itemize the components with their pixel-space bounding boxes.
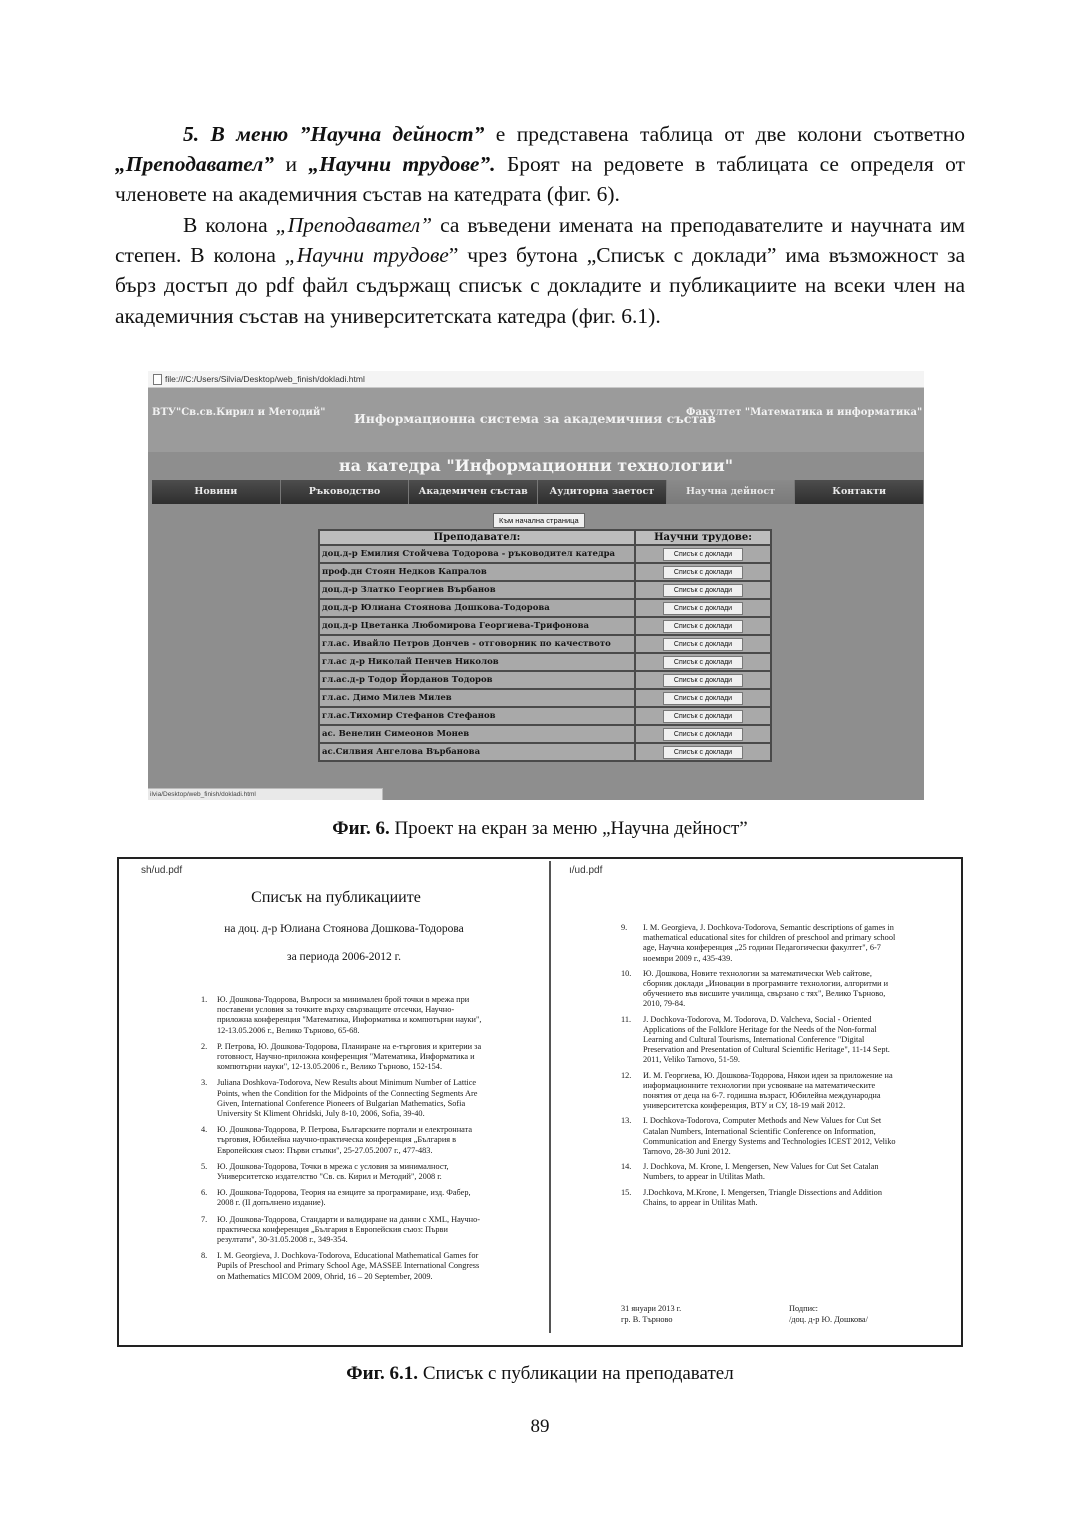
publication-text: Ю. Дошкова-Тодорова, Теория на езиците за програмиране, изд. Фабер, 2008 г. (II допълнено издание).	[217, 1188, 471, 1208]
staff-table	[318, 529, 772, 762]
publication-number: 2.	[201, 1041, 208, 1051]
signature-block	[789, 1303, 868, 1325]
staff-row	[319, 617, 771, 635]
staff-row	[319, 725, 771, 743]
paragraph-1-text-a: е представена таблица от две колони съответно	[484, 122, 965, 146]
publication-text: Ю. Дошкова-Тодорова, Стандарти и валидиране на данни с XML, Научно-практическа конференция „България в Европейския съюз: Първи резултати", 30-31.05.2008 г., 349-354.	[217, 1214, 481, 1245]
publication-text: Ю. Дошкова-Тодорова, Точки в мрежа с условия за минималност, Университетско издателство "Св. св. Кирил и Методий", 2008 г.	[217, 1161, 449, 1182]
publications-list-button[interactable]: Списък с доклади	[663, 584, 743, 597]
staff-works-cell	[635, 653, 771, 671]
department-title: на катедра "Информационни технологии"	[338, 456, 734, 475]
column-works-term: „Научни трудове”.	[308, 152, 496, 177]
publication-text: I. M. Georgieva, J. Dochkova-Todorova, Semantic descriptions of games in mathematical educational sites for children of preschool and primary school age, Научна конференция „25 години Педагогически факултет", 6-7 ноември 2009 г., 435-439.	[643, 923, 896, 963]
figure-6-caption	[0, 818, 1080, 840]
place-line: гр. В. Търново	[621, 1315, 673, 1324]
publication-text: J. Dochkova-Todorova, M. Todorova, D. Valcheva, Social - Oriented Applications of the Folklore Heritage for the Needs of the Non-formal Learning and Cultural Tourisms, International Conference "Digital Preservation and Presentation of Cultural Scientific Heritage", 11-14 Sept. 2011, Veliko Tarnovo, 51-59.	[643, 1014, 890, 1065]
staff-row	[319, 581, 771, 599]
publication-item	[201, 1078, 483, 1119]
date-line: 31 януари 2013 г.	[621, 1304, 682, 1313]
staff-works-cell	[635, 617, 771, 635]
publication-item	[201, 1251, 483, 1282]
publication-number: 9.	[621, 923, 628, 932]
publication-item	[201, 1042, 483, 1073]
publications-list-button[interactable]: Списък с доклади	[663, 746, 743, 759]
address-bar[interactable]	[148, 371, 924, 388]
paragraph-2-text-b: са въведени имената на преподавателите и научната им степен. В колона	[115, 213, 965, 268]
staff-name: доц.д-р Цветанка Любомирова Георгиева-Трифонова	[319, 617, 635, 635]
publications-list-button[interactable]: Списък с доклади	[663, 602, 743, 615]
publications-list-button[interactable]: Списък с доклади	[663, 710, 743, 723]
publications-list-button[interactable]: Списък с доклади	[663, 566, 743, 579]
staff-row	[319, 563, 771, 581]
publication-text: Juliana Doshkova-Todorova, New Results about Minimum Number of Lattice Points, when the Condition for the Midpoints of the Connecting Segments Are Given, International Conference Pioneers of Bulgarian Mathematics, Sofia University St Kliment Ohridski, July 8-10, 2006, Sofia, 39-40.	[217, 1078, 478, 1119]
publication-number: 1.	[201, 995, 208, 1004]
figure-6-1-caption-text: Списък с публикации на преподавател	[418, 1363, 734, 1384]
faculty-link[interactable]: Факултет "Математика и информатика"	[686, 407, 923, 418]
publication-number: 4.	[201, 1125, 208, 1135]
staff-name: гл.ас.Тихомир Стефанов Стефанов	[319, 707, 635, 725]
staff-row	[319, 743, 771, 761]
staff-name: гл.ас.д-р Тодор Йорданов Тодоров	[319, 671, 635, 689]
staff-works-cell	[635, 743, 771, 761]
publications-list-button[interactable]: Списък с доклади	[663, 638, 743, 651]
teacher-column-header: Преподавател:	[319, 530, 635, 545]
publication-text: I. Dochkova-Todorova, Computer Methods and New Values for Cut Set Catalan Numbers, International Scientific Conference on Information, Communication and Energy Systems and Technologies ICEST 2012, Veliko Tarnovo, 28-30 Juni 2012.	[643, 1116, 896, 1157]
staff-row	[319, 599, 771, 617]
publication-text: Ю. Дошкова-Тодорова, Р. Петрова, Българските портали и електронната търговия, Юбилейна научно-практическа конференция „България в Европейския съюз: Първи стъпки", 25-27.05.2007 г., 477-483.	[217, 1125, 473, 1155]
staff-name: доц.д-р Златко Георгиев Върбанов	[319, 581, 635, 599]
publication-number: 12.	[621, 1070, 632, 1080]
paragraph-2-text-c: ” чрез бутона „Списък с доклади” има възможност за бърз достъп до pdf файл съдържащ списък с докладите и публикациите на всеки член на академичния състав на университетската катедра (фиг. 6.1).	[115, 243, 966, 328]
publications-list-button[interactable]: Списък с доклади	[663, 728, 743, 741]
publication-item	[201, 1125, 483, 1156]
date-block	[621, 1303, 681, 1325]
staff-name: ас. Венелин Симеонов Монев	[319, 725, 635, 743]
nav-contacts[interactable]: Контакти	[795, 480, 924, 504]
publications-list-button[interactable]: Списък с доклади	[663, 620, 743, 633]
pdf-period: за периода 2006-2012 г.	[287, 951, 401, 963]
status-bar: ilvia/Desktop/web_finish/dokladi.html	[148, 788, 383, 800]
publication-item	[201, 1215, 483, 1246]
staff-works-cell	[635, 599, 771, 617]
nav-teaching-load[interactable]: Аудиторна заетост	[538, 480, 667, 504]
nav-research[interactable]: Научна дейност	[667, 480, 796, 504]
figure-6-1-caption	[0, 1363, 1080, 1385]
figure-6-caption-text: Проект на екран за меню „Научна дейност”	[389, 818, 748, 839]
column-teacher-term-2: „Преподавател”	[275, 213, 433, 237]
publication-item	[621, 1116, 901, 1157]
paragraph-1-text-c: Броят на редовете в таблицата се определя от членовете на академичния състав на катедрата (фиг. 6).	[115, 152, 966, 207]
publication-item	[621, 1188, 901, 1208]
system-title: Информационна система за академичния състав	[354, 411, 716, 426]
menu-name: 5. В меню ”Научна дейност”	[183, 122, 485, 146]
staff-works-cell	[635, 635, 771, 653]
publication-text: Р. Петрова, Ю. Дошкова-Тодорова, Планиране на е-търговия и критерии за готовност, Научно-приложна конференция "Математика, Информатика и компютърни науки", 12-13.05.2006 г., Велико Търново, 152-154.	[217, 1041, 482, 1072]
staff-works-cell	[635, 707, 771, 725]
figure-6-label: Фиг. 6.	[332, 818, 390, 839]
pdf-author: на доц. д-р Юлиана Стоянова Дошкова-Тодорова	[224, 923, 464, 935]
figure-6-1-pdf	[117, 857, 963, 1347]
main-nav	[152, 480, 924, 504]
nav-academic-staff[interactable]: Академичен състав	[409, 480, 538, 504]
publication-text: Ю. Дошкова-Тодорова, Въпроси за минимален брой точки в мрежа при поставени условия за точките върху свързващите отсечки, Научно-приложна конференция "Математика, Информатика и компютърни науки", 12-13.05.2006 г., Велико Търново, 65-68.	[217, 995, 482, 1035]
paragraph-2	[115, 210, 965, 331]
staff-name: доц.д-р Емилия Стойчева Тодорова - ръководител катедра	[319, 545, 635, 563]
staff-row	[319, 545, 771, 563]
paragraph-2-text-a: В колона	[183, 213, 276, 237]
publication-number: 8.	[201, 1251, 208, 1261]
pdf-title: Списък на публикациите	[251, 889, 421, 906]
publication-text: I. M. Georgieva, J. Dochkova-Todorova, Educational Mathematical Games for Pupils of Preschool and Primary School Age, MASSEE International Congress on Mathematics MICOM 2009, Ohrid, 16 – 20 September, 2009.	[217, 1251, 480, 1281]
nav-management[interactable]: Ръководство	[281, 480, 410, 504]
staff-name: доц.д-р Юлиана Стоянова Дошкова-Тодорова	[319, 599, 635, 617]
publication-item	[621, 1071, 901, 1112]
page-icon	[153, 374, 162, 385]
staff-name: проф.дн Стоян Недков Капралов	[319, 563, 635, 581]
publication-item	[201, 995, 483, 1036]
pdf-tab-left[interactable]: sh/ud.pdf	[141, 865, 183, 876]
staff-row	[319, 671, 771, 689]
publication-item	[621, 969, 901, 1010]
paragraph-1-text-b: и	[274, 152, 309, 177]
pdf-page-left	[121, 861, 551, 1333]
publication-text: J. Dochkova, M. Krone, I. Mengersen, New Values for Cut Set Catalan Numbers, to appear in Utilitas Math.	[643, 1162, 879, 1182]
works-column-header: Научни трудове:	[635, 530, 771, 545]
staff-row	[319, 707, 771, 725]
staff-works-cell	[635, 671, 771, 689]
pdf-page-right	[565, 861, 959, 1341]
publication-number: 6.	[201, 1188, 208, 1198]
publication-item	[621, 1015, 901, 1066]
publication-text: И. М. Георгиева, Ю. Дошкова-Тодорова, Някои идеи за приложение на информационните технологии при усвояване на математическите понятия от деца на 6-7. годишна възраст, Юбилейна международна университетска конференция, ВТУ и СУ, 18-19 май 2012.	[643, 1070, 893, 1111]
staff-name: гл.ас д-р Николай Пенчев Николов	[319, 653, 635, 671]
staff-row	[319, 689, 771, 707]
publication-list-left	[201, 995, 483, 1288]
publication-number: 11.	[621, 1014, 632, 1024]
nav-news[interactable]: Новини	[152, 480, 281, 504]
publications-list-button[interactable]: Списък с доклади	[663, 656, 743, 669]
publication-number: 7.	[201, 1214, 208, 1224]
figure-6-1-label: Фиг. 6.1.	[346, 1363, 419, 1384]
paragraph-1	[115, 119, 965, 210]
staff-name: ас.Силвия Ангелова Върбанова	[319, 743, 635, 761]
publication-text: Ю. Дошкова, Новите технологии за математически Web сайтове, сборник доклади „Иновации в програмните технологии, алгоритми и обучението във висшите училища, свързано с тях", Велико Търново, 2010, 79-84.	[643, 968, 889, 1009]
signature-name: /доц. д-р Ю. Дошкова/	[789, 1315, 868, 1324]
address-url: file:///C:/Users/Silvia/Desktop/web_finish/dokladi.html	[165, 374, 365, 384]
staff-row	[319, 653, 771, 671]
publication-list-right	[621, 923, 901, 1213]
publication-item	[201, 1162, 483, 1182]
staff-row	[319, 635, 771, 653]
pdf-tab-right[interactable]: ı/ud.pdf	[569, 865, 603, 876]
staff-name: гл.ас. Димо Милев Милев	[319, 689, 635, 707]
publication-number: 5.	[201, 1161, 208, 1171]
publication-item	[621, 1162, 901, 1182]
column-teacher-term: „Преподавател”	[115, 152, 275, 177]
publication-item	[621, 923, 901, 964]
signature-label: Подпис:	[789, 1304, 818, 1313]
staff-works-cell	[635, 581, 771, 599]
university-link[interactable]: ВТУ"Св.св.Кирил и Методий"	[152, 407, 326, 418]
publication-number: 3.	[201, 1078, 208, 1088]
publications-list-button[interactable]: Списък с доклади	[663, 674, 743, 687]
publications-list-button[interactable]: Списък с доклади	[663, 692, 743, 705]
staff-works-cell	[635, 563, 771, 581]
staff-works-cell	[635, 545, 771, 563]
publication-number: 10.	[621, 968, 632, 978]
staff-name: гл.ас. Ивайло Петров Дончев - отговорник по качеството	[319, 635, 635, 653]
column-works-term-2: „Научни трудове	[284, 243, 449, 268]
publication-number: 14.	[621, 1162, 632, 1172]
publications-list-button[interactable]: Списък с доклади	[663, 548, 743, 561]
page-number: 89	[530, 1416, 550, 1437]
figure-6-screenshot	[148, 371, 924, 800]
publication-number: 13.	[621, 1116, 632, 1126]
publication-text: J.Dochkova, M.Krone, I. Mengersen, Triangle Dissections and Addition Chains, to appear in Utilitas Math.	[643, 1187, 882, 1207]
staff-works-cell	[635, 725, 771, 743]
staff-works-cell	[635, 689, 771, 707]
publication-number: 15.	[621, 1187, 632, 1197]
home-page-button[interactable]: Към начална страница	[493, 513, 585, 528]
publication-item	[201, 1188, 483, 1208]
